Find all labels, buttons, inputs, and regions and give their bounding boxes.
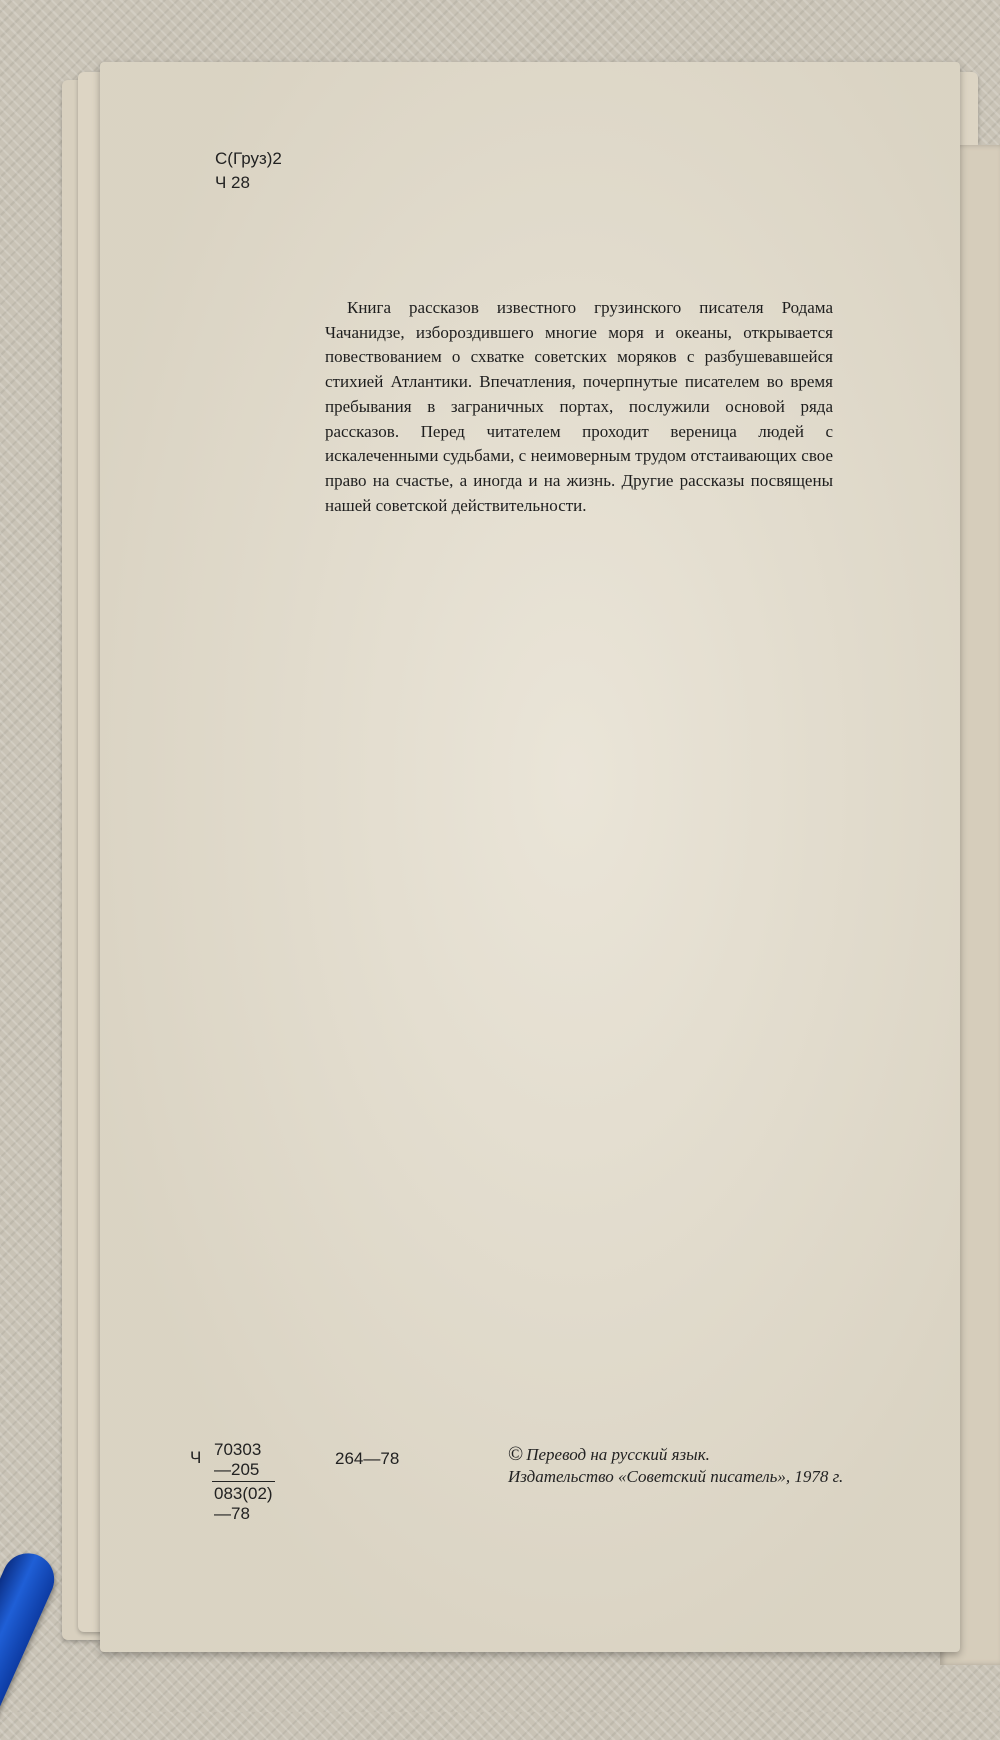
copyright-symbol: © bbox=[508, 1443, 524, 1465]
biblio-letter: Ч bbox=[190, 1448, 202, 1467]
pen-cap bbox=[0, 1545, 63, 1740]
biblio-denominator: 083(02)—78 bbox=[214, 1484, 273, 1523]
copyright-notice bbox=[508, 1443, 843, 1488]
author-mark: Ч 28 bbox=[215, 173, 250, 192]
biblio-code: 264—78 bbox=[335, 1449, 400, 1468]
biblio-numerator: 70303—205 bbox=[212, 1440, 275, 1482]
copyright-line-2: Издательство «Советский писатель», 1978 г. bbox=[508, 1467, 844, 1486]
book-annotation: Книга рассказов известного грузинского писателя Родама Чачанидзе, избороздившего многие моря и океаны, открывается повествованием о схватке советских моряков с разбушевавшейся стихией Атлантики. Впечатления, почерпнутые писателем во время пребывания в заграничных портах, послужили основой ряда рассказов. Перед читателем проходит вереница людей с искалеченными судьбами, с неимоверным трудом отстаивающих свое право на счастье, а иногда и на жизнь. Другие рассказы посвящены нашей советской действительности. bbox=[325, 298, 833, 515]
book-page bbox=[100, 62, 960, 1652]
biblio-fraction bbox=[212, 1440, 275, 1524]
classification-code: С(Груз)2 bbox=[215, 149, 282, 168]
copyright-line-1: Перевод на русский язык. bbox=[526, 1445, 710, 1464]
